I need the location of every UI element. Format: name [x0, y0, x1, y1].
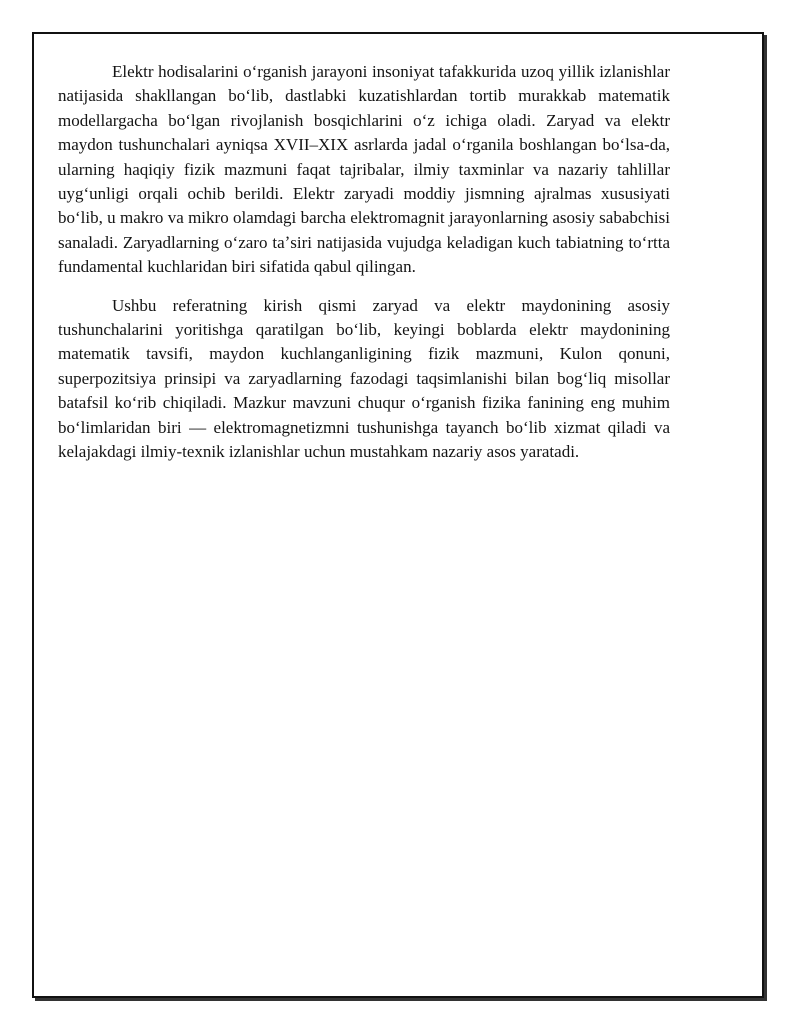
- paragraph-2: Ushbu referatning kirish qismi zaryad va elektr maydonining asosiy tushunchalarini yoritishga qaratilgan boʻlib, keyingi boblarda elektr maydonining matematik tavsifi, maydon kuchlanganligining fizik mazmuni, Kulon qonuni, superpozitsiya prinsipi va zaryadlarning fazodagi taqsimlanishi bilan bogʻliq misollar batafsil koʻrib chiqiladi. Mazkur mavzuni chuqur oʻrganish fizika fanining eng muhim boʻlimlaridan biri — elektromagnetizmni tushunishga tayanch boʻlib xizmat qiladi va kelajakdagi ilmiy-texnik izlanishlar uchun mustahkam nazariy asos yaratadi.: [58, 295, 670, 462]
- paragraph-1: Elektr hodisalarini oʻrganish jarayoni insoniyat tafakkurida uzoq yillik izlanishlar natijasida shakllangan boʻlib, dastlabki kuzatishlardan tortib murakkab matematik modellargacha boʻlgan rivojlanish bosqichlarini oʻz ichiga oladi. Zaryad va elektr maydon tushunchalari ayniqsa XVII–XIX asrlarda jadal oʻrganila boshlangan boʻlsa-da, ularning haqiqiy fizik mazmuni faqat tajribalar, ilmiy taxminlar va nazariy tahlillar uygʻunligi orqali ochib berildi. Elektr zaryadi moddiy jismning ajralmas xususiyati boʻlib, u makro va mikro olamdagi barcha elektromagnit jarayonlarning asosiy sababchisi sanaladi. Zaryadlarning oʻzaro taʼsiri natijasida vujudga keladigan kuch tabiatning toʻrtta fundamental kuchlaridan biri sifatida qabul qilingan.: [58, 62, 670, 277]
- document-body: [58, 60, 670, 479]
